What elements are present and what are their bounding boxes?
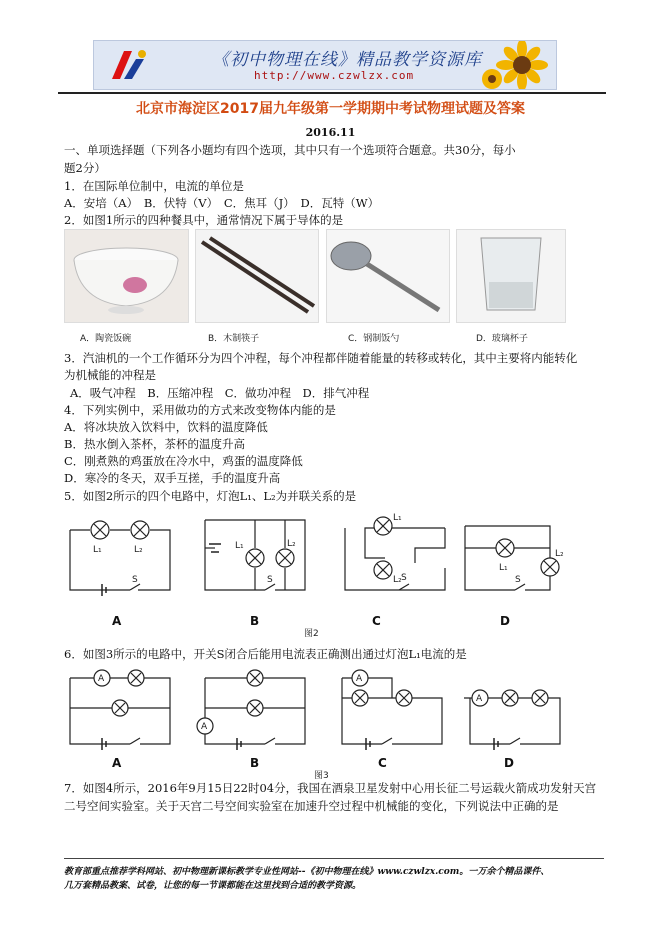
circuit-3b	[197, 670, 305, 750]
sunflower-icon	[482, 41, 556, 89]
q2-stem: 2．如图1所示的四种餐具中，通常情况下属于导体的是	[64, 213, 344, 227]
svg-text:L₁: L₁	[235, 541, 244, 551]
figure-2-circuits	[60, 508, 580, 626]
svg-text:A: A	[356, 674, 363, 684]
svg-text:L₂: L₂	[287, 539, 296, 549]
footer-rule	[64, 858, 604, 859]
q4-stem: 4．下列实例中，采用做功的方式来改变物体内能的是	[64, 403, 336, 417]
section-heading: 一、单项选择题（下列各小题均有四个选项，其中只有一个选项符合题意。共30分，每小	[64, 143, 516, 157]
fig3-caption: 图3	[314, 771, 329, 781]
circuit-c	[345, 513, 445, 590]
fig2-label-b: B	[250, 614, 260, 628]
svg-text:S: S	[515, 575, 521, 585]
page-title: 北京市海淀区2017届九年级第一学期期中考试物理试题及答案	[136, 101, 525, 117]
figure-3-circuits	[60, 664, 580, 756]
fig3-label-a: A	[112, 756, 122, 770]
q1-stem: 1．在国际单位制中，电流的单位是	[64, 179, 244, 193]
q4-option-a: A．将冰块放入饮料中，饮料的温度降低	[64, 420, 268, 434]
svg-text:L₁: L₁	[393, 513, 402, 523]
q7-stem: 7．如图4所示，2016年9月15日22时04分，我国在酒泉卫星发射中心用长征二号运载火箭成功发射天宫	[64, 781, 597, 795]
svg-text:L₂: L₂	[555, 549, 564, 559]
fig3-label-b: B	[250, 756, 260, 770]
q7-stem-cont: 二号空间实验室。关于天宫二号空间实验室在加速升空过程中机械能的变化，下列说法中正确的是	[64, 799, 559, 813]
q4-option-d: D．寒冷的冬天，双手互搓，手的温度升高	[64, 471, 281, 485]
banner-url: http://www.czwlzx.com	[254, 69, 415, 82]
circuit-a	[70, 521, 170, 596]
q4-option-b: B．热水倒入茶杯，茶杯的温度升高	[64, 437, 245, 451]
svg-text:A: A	[476, 694, 483, 704]
fig3-label-d: D	[504, 756, 514, 770]
circuit-3c	[342, 670, 442, 750]
q3-stem: 3．汽油机的一个工作循环分为四个冲程，每个冲程都伴随着能量的转移或转化，其中主要将内能转化	[64, 351, 578, 365]
circuit-3a	[70, 670, 170, 750]
svg-text:L₂: L₂	[393, 575, 402, 585]
q4-option-c: C．刚煮熟的鸡蛋放在冷水中，鸡蛋的温度降低	[64, 454, 303, 468]
header-banner	[93, 40, 557, 90]
footer-line-1: 教育部重点推荐学科网站、初中物理新课标教学专业性网站--《初中物理在线》www.czwlzx.com。一万余个精品课件、	[64, 867, 550, 877]
fig3-label-c: C	[378, 756, 387, 770]
svg-text:A: A	[201, 722, 208, 732]
circuit-3d	[464, 690, 560, 750]
q3-stem-cont: 为机械能的冲程是	[64, 368, 156, 382]
q5-stem: 5．如图2所示的四个电路中，灯泡L₁、L₂为并联关系的是	[64, 489, 357, 503]
fig2-caption: 图2	[304, 629, 319, 639]
photo-wooden-chopsticks	[195, 229, 319, 323]
fig2-label-d: D	[500, 614, 510, 628]
caption-d: D．玻璃杯子	[476, 334, 528, 344]
fig2-label-a: A	[112, 614, 122, 628]
svg-text:L₁: L₁	[499, 563, 508, 573]
footer-line-2: 几万套精品教案、试卷，让您的每一节课都能在这里找到合适的教学资源。	[64, 881, 362, 891]
q6-stem: 6．如图3所示的电路中，开关S闭合后能用电流表正确测出通过灯泡L₁电流的是	[64, 647, 467, 661]
photo-glass-cup	[456, 229, 566, 323]
banner-title: 《初中物理在线》精品教学资源库	[212, 50, 482, 70]
svg-text:S: S	[401, 573, 407, 583]
circuit-b	[205, 520, 305, 590]
svg-text:S: S	[132, 575, 138, 585]
svg-text:L₂: L₂	[134, 545, 143, 555]
q3-options: A．吸气冲程 B．压缩冲程 C．做功冲程 D．排气冲程	[70, 386, 370, 400]
svg-text:L₁: L₁	[93, 545, 102, 555]
caption-a: A．陶瓷饭碗	[80, 334, 132, 344]
header-rule	[58, 92, 606, 94]
caption-c: C．钢制饭勺	[348, 334, 400, 344]
logo-icon	[102, 45, 152, 85]
exam-date: 2016.11	[305, 126, 356, 139]
photo-ceramic-bowl	[64, 229, 189, 323]
photo-steel-spoon	[326, 229, 450, 323]
svg-text:A: A	[98, 674, 105, 684]
fig2-label-c: C	[372, 614, 381, 628]
circuit-d	[465, 526, 564, 590]
caption-b: B．木制筷子	[208, 334, 260, 344]
svg-text:S: S	[267, 575, 273, 585]
q1-options: A．安培（A） B．伏特（V） C．焦耳（J） D．瓦特（W）	[64, 196, 380, 210]
section-heading-cont: 题2分）	[64, 161, 106, 175]
